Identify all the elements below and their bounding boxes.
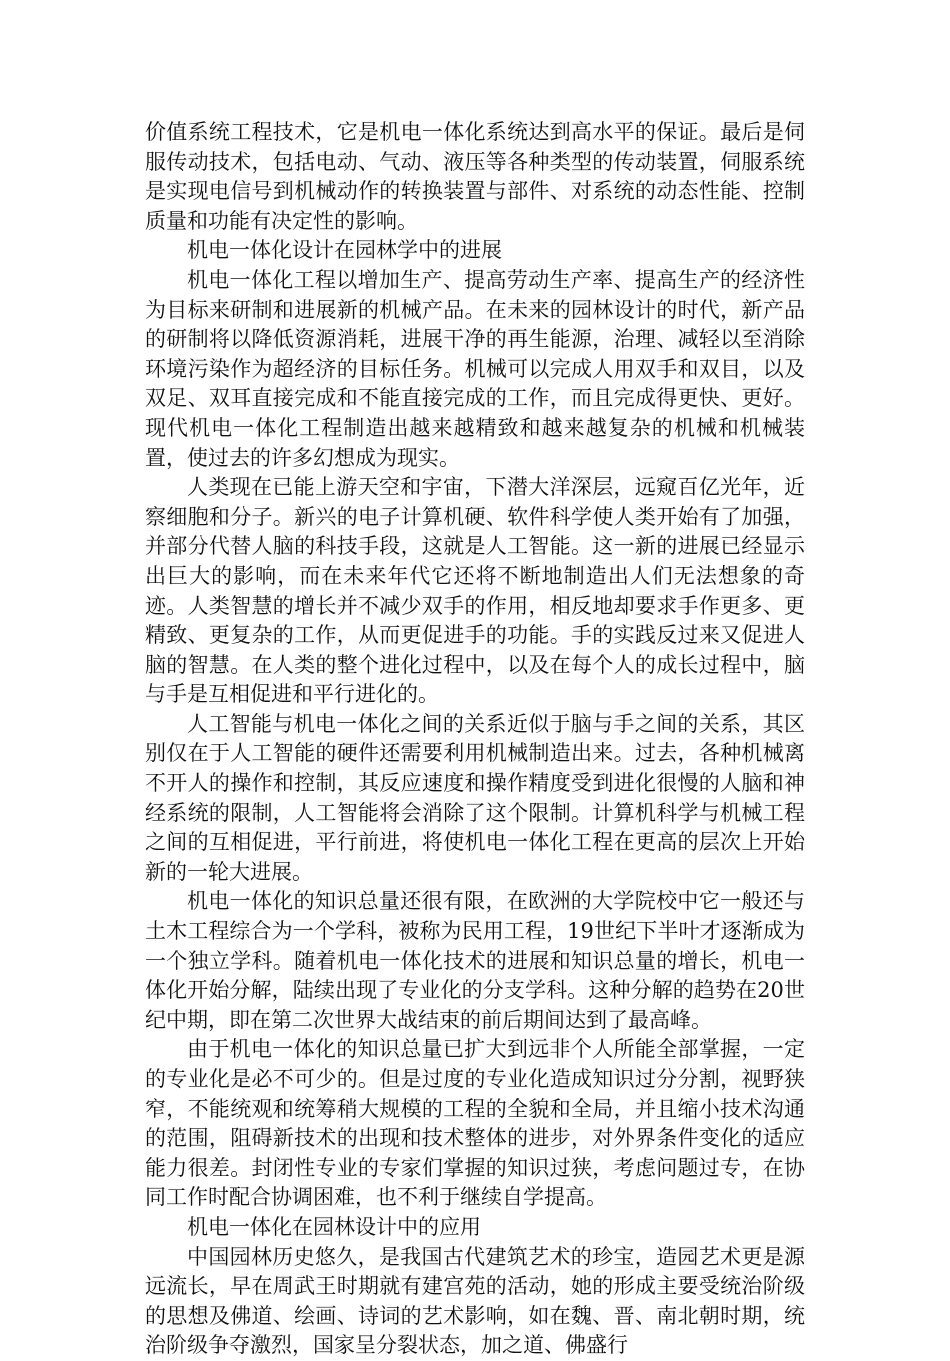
section-heading-application: 机电一体化在园林设计中的应用 xyxy=(187,1214,481,1239)
section-heading-development: 机电一体化设计在园林学中的进展 xyxy=(187,238,502,263)
paragraph-knowledge-total: 机电一体化的知识总量还很有限，在欧洲的大学院校中它一般还与土木工程综合为一个学科，被称为民用工程，19世纪下半叶才逐渐成为一个独立学科。随着机电一体化技术的进展和知识总量的增长，机电一体化开始分解，陆续出现了专业化的分支学科。这种分解的趋势在20世纪中期，即在第二次世界大战结束的前后期间达到了最高峰。 xyxy=(145,889,805,1032)
paragraph-chinese-gardens: 中国园林历史悠久，是我国古代建筑艺术的珍宝，造园艺术更是源远流长，早在周武王时期就有建宫苑的活动，她的形成主要受统治阶级的思想及佛道、绘画、诗词的艺术影响，如在魏、晋、南北朝时期，统治阶级争夺激烈，国家呈分裂状态，加之道、佛盛行 xyxy=(145,1244,805,1358)
paragraph-continuation: 价值系统工程技术，它是机电一体化系统达到高水平的保证。最后是伺服传动技术，包括电动、气动、液压等各种类型的传动装置，伺服系统是实现电信号到机械动作的转换装置与部件、对系统的动态性能、控制质量和功能有决定性的影响。 xyxy=(145,120,805,233)
document-page xyxy=(145,118,805,1361)
paragraph-human-intelligence: 人类现在已能上游天空和宇宙，下潜大洋深层，远窥百亿光年，近察细胞和分子。新兴的电子计算机硬、软件科学使人类开始有了加强，并部分代替人脑的科技手段，这就是人工智能。这一新的进展已经显示出巨大的影响，而在未来年代它还将不断地制造出人们无法想象的奇迹。人类智慧的增长并不减少双手的作用，相反地却要求手作更多、更精致、更复杂的工作，从而更促进手的功能。手的实践反过来又促进人脑的智慧。在人类的整个进化过程中，以及在每个人的成长过程中，脑与手是互相促进和平行进化的。 xyxy=(145,475,805,707)
paragraph-specialization: 由于机电一体化的知识总量已扩大到远非个人所能全部掌握，一定的专业化是必不可少的。但是过度的专业化造成知识过分分割，视野狭窄，不能统观和统筹稍大规模的工程的全貌和全局，并且缩小技术沟通的范围，阻碍新技术的出现和技术整体的进步，对外界条件变化的适应能力很差。封闭性专业的专家们掌握的知识过狭，考虑问题过专，在协同工作时配合协调困难，也不利于继续自学提高。 xyxy=(145,1037,805,1210)
paragraph-ai-relationship: 人工智能与机电一体化之间的关系近似于脑与手之间的关系，其区别仅在于人工智能的硬件还需要利用机械制造出来。过去，各种机械离不开人的操作和控制，其反应速度和操作精度受到进化很慢的人脑和神经系统的限制，人工智能将会消除了这个限制。计算机科学与机械工程之间的互相促进，平行前进，将使机电一体化工程在更高的层次上开始新的一轮大进展。 xyxy=(145,711,805,884)
paragraph-engineering-goals: 机电一体化工程以增加生产、提高劳动生产率、提高生产的经济性为目标来研制和进展新的机械产品。在未来的园林设计的时代，新产品的研制将以降低资源消耗，进展干净的再生能源，治理、减轻以至消除环境污染作为超经济的目标任务。机械可以完成人用双手和双目，以及双足、双耳直接完成和不能直接完成的工作，而且完成得更快、更好。现代机电一体化工程制造出越来越精致和越来越复杂的机械和机械装置，使过去的许多幻想成为现实。 xyxy=(145,267,805,470)
